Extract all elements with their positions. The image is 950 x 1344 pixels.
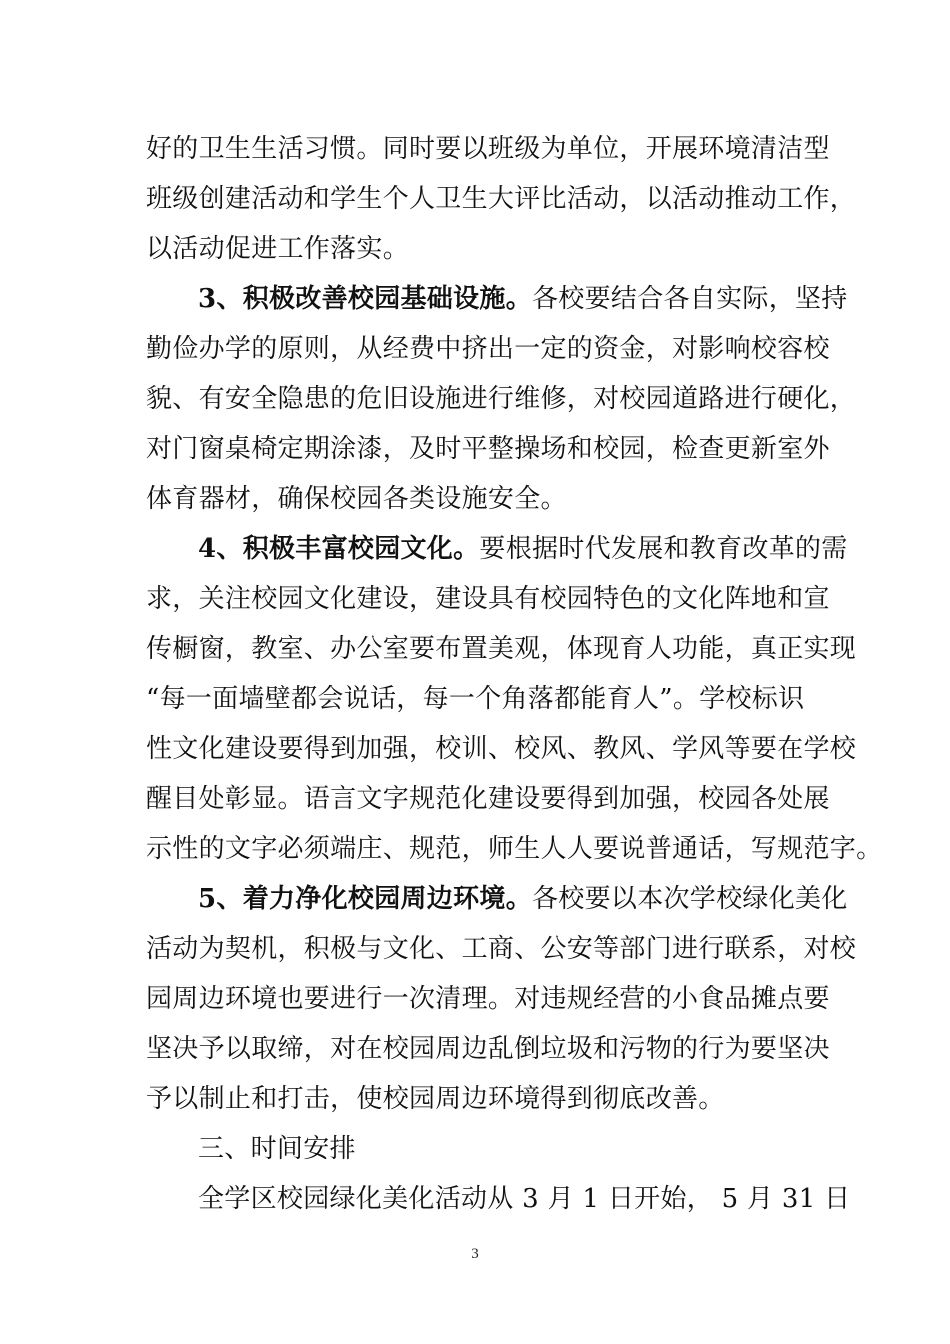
paragraph-line: 对门窗桌椅定期涂漆，及时平整操场和校园，检查更新室外 (146, 434, 830, 464)
section-3-heading: 3、积极改善校园基础设施。 (198, 284, 532, 314)
section-5-heading-line: 5、着力净化校园周边环境。各校要以本次学校绿化美化 (198, 884, 848, 914)
paragraph-line: 求，关注校园文化建设，建设具有校园特色的文化阵地和宣 (146, 584, 830, 614)
paragraph-line: 性文化建设要得到加强，校训、校风、教风、学风等要在学校 (146, 734, 857, 764)
paragraph-line: 全学区校园绿化美化活动从 3 月 1 日开始， 5 月 31 日 (198, 1184, 851, 1214)
paragraph-line: 传橱窗，教室、办公室要布置美观，体现育人功能，真正实现 (146, 634, 857, 664)
section-heading-schedule: 三、时间安排 (198, 1134, 356, 1164)
paragraph-line: 醒目处彰显。语言文字规范化建设要得到加强，校园各处展 (146, 784, 830, 814)
section-4-heading: 4、积极丰富校园文化。 (198, 534, 480, 564)
paragraph-line: 好的卫生生活习惯。同时要以班级为单位，开展环境清洁型 (146, 134, 830, 164)
paragraph-line: 以活动促进工作落实。 (146, 234, 410, 264)
paragraph-line: 貌、有安全隐患的危旧设施进行维修，对校园道路进行硬化， (146, 384, 857, 414)
paragraph-line: 示性的文字必须端庄、规范，师生人人要说普通话，写规范字。 (146, 834, 883, 864)
page-number: 3 (471, 1246, 479, 1262)
paragraph-line: 班级创建活动和学生个人卫生大评比活动，以活动推动工作， (146, 184, 857, 214)
paragraph-line: 活动为契机，积极与文化、工商、公安等部门进行联系，对校 (146, 934, 857, 964)
paragraph-line: 予以制止和打击，使校园周边环境得到彻底改善。 (146, 1084, 725, 1114)
paragraph-line: “每一面墙壁都会说话，每一个角落都能育人”。学校标识 (146, 684, 805, 714)
section-5-heading: 5、着力净化校园周边环境。 (198, 884, 532, 914)
paragraph-line: 园周边环境也要进行一次清理。对违规经营的小食品摊点要 (146, 984, 830, 1014)
paragraph-line: 坚决予以取缔，对在校园周边乱倒垃圾和污物的行为要坚决 (146, 1034, 830, 1064)
paragraph-line: 勤俭办学的原则，从经费中挤出一定的资金，对影响校容校 (146, 334, 830, 364)
paragraph-line: 体育器材，确保校园各类设施安全。 (146, 484, 567, 514)
section-3-heading-line: 3、积极改善校园基础设施。各校要结合各自实际，坚持 (198, 284, 848, 314)
section-4-heading-line: 4、积极丰富校园文化。要根据时代发展和教育改革的需 (198, 534, 848, 564)
